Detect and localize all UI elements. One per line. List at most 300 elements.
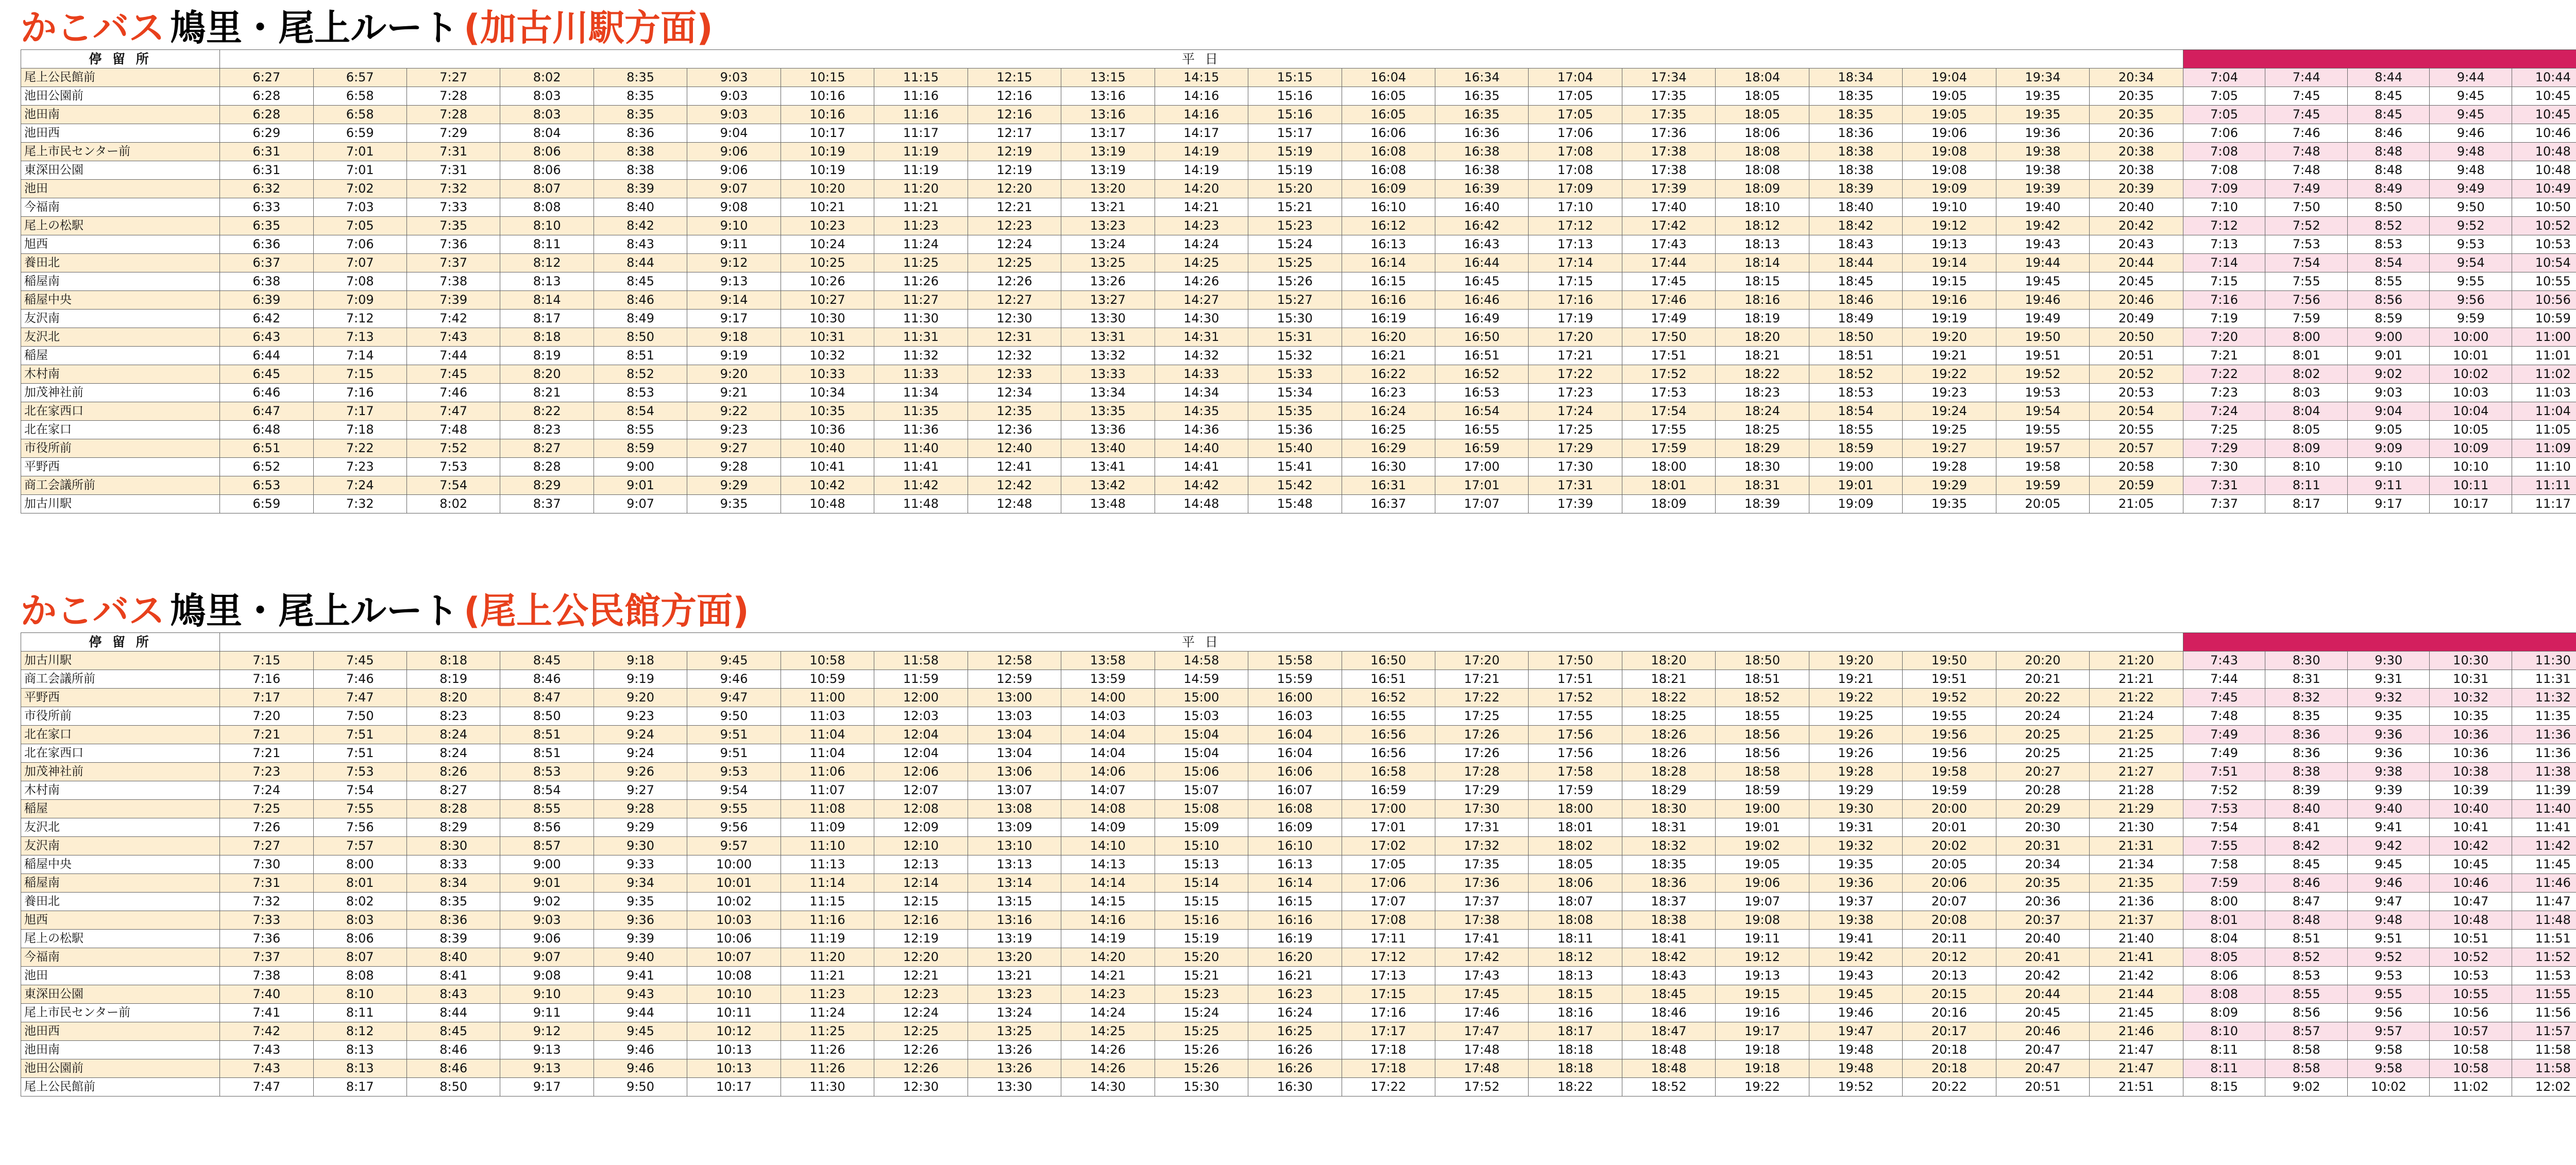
weekday-time-cell: 8:45 [594,272,687,291]
weekday-time-cell: 20:52 [2090,365,2183,384]
holiday-time-cell: 10:01 [2430,347,2512,365]
holiday-time-cell: 7:44 [2265,68,2348,87]
weekday-time-cell: 17:43 [1622,235,1715,254]
holiday-time-cell: 8:04 [2265,402,2348,421]
stop-name: 市役所前 [21,439,220,458]
weekday-time-cell: 17:52 [1622,365,1715,384]
weekday-time-cell: 7:31 [406,161,500,180]
weekday-time-cell: 17:31 [1529,476,1622,495]
weekday-time-cell: 16:10 [1248,837,1342,855]
weekday-time-cell: 19:17 [1716,1022,1809,1041]
holiday-time-cell: 9:41 [2347,818,2430,837]
weekday-time-cell: 18:09 [1716,180,1809,198]
holiday-time-cell: 8:09 [2183,1004,2265,1022]
holiday-time-cell: 11:35 [2512,707,2576,726]
weekday-time-cell: 19:28 [1903,458,1996,476]
weekday-time-cell: 6:28 [220,106,313,124]
weekday-time-cell: 19:01 [1716,818,1809,837]
weekday-time-cell: 19:56 [1903,726,1996,744]
weekday-time-cell: 15:24 [1155,1004,1248,1022]
weekday-time-cell: 20:35 [2090,87,2183,106]
weekday-time-cell: 14:59 [1155,670,1248,689]
holiday-time-cell: 8:39 [2265,781,2348,800]
weekday-time-cell: 9:40 [594,948,687,967]
weekday-time-cell: 20:15 [1903,985,1996,1004]
holiday-time-cell: 11:40 [2512,800,2576,818]
weekday-time-cell: 7:23 [220,763,313,781]
holiday-time-cell: 10:52 [2430,948,2512,967]
weekday-time-cell: 10:48 [781,495,874,513]
weekday-time-cell: 18:26 [1622,744,1715,763]
weekday-time-cell: 14:40 [1155,439,1248,458]
holiday-time-cell: 10:48 [2512,143,2576,161]
weekday-time-cell: 20:21 [1996,670,2089,689]
weekday-time-cell: 8:44 [594,254,687,272]
holiday-time-cell: 8:36 [2265,744,2348,763]
weekday-time-cell: 15:31 [1248,328,1342,347]
weekday-time-cell: 14:48 [1155,495,1248,513]
weekday-time-cell: 13:41 [1061,458,1155,476]
weekday-time-cell: 11:03 [781,707,874,726]
weekday-time-cell: 19:37 [1809,893,1902,911]
weekday-time-cell: 17:38 [1622,143,1715,161]
weekday-time-cell: 8:06 [313,930,406,948]
weekday-time-cell: 9:26 [594,763,687,781]
weekday-time-cell: 7:39 [406,291,500,310]
weekday-time-cell: 10:34 [781,384,874,402]
holiday-time-cell: 11:39 [2512,781,2576,800]
weekday-time-cell: 18:58 [1716,763,1809,781]
weekday-time-cell: 20:28 [1996,781,2089,800]
weekday-time-cell: 7:13 [313,328,406,347]
weekday-time-cell: 13:42 [1061,476,1155,495]
weekday-time-cell: 17:11 [1342,930,1435,948]
weekday-time-cell: 18:46 [1809,291,1902,310]
table-row [21,198,2576,217]
weekday-time-cell: 17:05 [1342,855,1435,874]
holiday-time-cell: 8:45 [2347,106,2430,124]
weekday-time-cell: 17:43 [1435,967,1528,985]
weekday-time-cell: 20:41 [1996,948,2089,967]
table-row [21,254,2576,272]
weekday-time-cell: 13:00 [968,689,1061,707]
stop-name: 友沢南 [21,310,220,328]
weekday-time-cell: 18:01 [1529,818,1622,837]
stop-name: 池田 [21,967,220,985]
weekday-time-cell: 19:45 [1809,985,1902,1004]
weekday-time-cell: 9:54 [687,781,781,800]
weekday-time-cell: 20:58 [2090,458,2183,476]
weekday-time-cell: 19:52 [1809,1078,1902,1097]
weekday-time-cell: 8:01 [313,874,406,893]
holiday-time-cell: 7:08 [2183,143,2265,161]
weekday-time-cell: 15:03 [1155,707,1248,726]
weekday-time-cell: 19:50 [1903,652,1996,670]
holiday-time-cell: 8:45 [2347,87,2430,106]
holiday-time-cell: 8:48 [2347,161,2430,180]
weekday-time-cell: 19:27 [1903,439,1996,458]
weekday-header: 平 日 [220,633,2183,652]
weekday-time-cell: 7:48 [406,421,500,439]
weekday-time-cell: 10:11 [687,1004,781,1022]
weekday-time-cell: 16:21 [1342,347,1435,365]
weekday-time-cell: 16:35 [1435,106,1528,124]
weekday-time-cell: 10:06 [687,930,781,948]
weekday-time-cell: 8:57 [500,837,594,855]
stop-name: 旭西 [21,911,220,930]
weekday-time-cell: 9:55 [687,800,781,818]
weekday-time-cell: 12:13 [874,855,968,874]
weekday-time-cell: 16:54 [1435,402,1528,421]
weekday-time-cell: 18:24 [1716,402,1809,421]
weekday-time-cell: 20:11 [1903,930,1996,948]
holiday-time-cell: 7:06 [2183,124,2265,143]
weekday-time-cell: 14:19 [1155,161,1248,180]
weekday-time-cell: 9:36 [594,911,687,930]
weekday-time-cell: 8:35 [594,87,687,106]
weekday-time-cell: 13:09 [968,818,1061,837]
holiday-time-cell: 7:21 [2183,347,2265,365]
weekday-time-cell: 14:20 [1061,948,1155,967]
stop-name: 稲屋南 [21,874,220,893]
holiday-time-cell: 10:40 [2430,800,2512,818]
weekday-time-cell: 11:14 [781,874,874,893]
weekday-time-cell: 15:30 [1155,1078,1248,1097]
weekday-time-cell: 20:59 [2090,476,2183,495]
weekday-time-cell: 9:17 [500,1078,594,1097]
weekday-time-cell: 7:36 [220,930,313,948]
weekday-time-cell: 9:08 [500,967,594,985]
weekday-time-cell: 7:31 [220,874,313,893]
weekday-time-cell: 8:40 [594,198,687,217]
weekday-time-cell: 14:41 [1155,458,1248,476]
weekday-time-cell: 14:19 [1155,143,1248,161]
holiday-time-cell: 11:01 [2512,347,2576,365]
stop-name: 池田公園前 [21,1059,220,1078]
weekday-time-cell: 19:13 [1903,235,1996,254]
weekday-time-cell: 9:46 [594,1041,687,1059]
holiday-time-cell: 7:48 [2265,161,2348,180]
holiday-time-cell: 11:55 [2512,985,2576,1004]
weekday-time-cell: 10:41 [781,458,874,476]
weekday-time-cell: 12:00 [874,689,968,707]
weekday-time-cell: 12:08 [874,800,968,818]
weekday-time-cell: 6:37 [220,254,313,272]
table-row [21,421,2576,439]
weekday-time-cell: 9:03 [687,68,781,87]
weekday-time-cell: 17:06 [1342,874,1435,893]
holiday-time-cell: 10:51 [2430,930,2512,948]
weekday-time-cell: 7:50 [313,707,406,726]
holiday-time-cell: 9:39 [2347,781,2430,800]
weekday-time-cell: 11:42 [874,476,968,495]
weekday-time-cell: 18:06 [1529,874,1622,893]
weekday-time-cell: 13:15 [1061,68,1155,87]
weekday-time-cell: 13:04 [968,744,1061,763]
weekday-time-cell: 18:34 [1809,68,1902,87]
holiday-time-cell: 9:48 [2347,911,2430,930]
weekday-time-cell: 11:59 [874,670,968,689]
weekday-time-cell: 18:32 [1622,837,1715,855]
weekday-time-cell: 19:49 [1996,310,2089,328]
weekday-time-cell: 18:19 [1716,310,1809,328]
weekday-time-cell: 19:46 [1996,291,2089,310]
weekday-time-cell: 18:25 [1622,707,1715,726]
weekday-time-cell: 15:23 [1248,217,1342,235]
table-row [21,800,2576,818]
weekday-time-cell: 17:48 [1435,1041,1528,1059]
weekday-time-cell: 17:06 [1529,124,1622,143]
weekday-time-cell: 21:25 [2090,726,2183,744]
weekday-time-cell: 7:30 [220,855,313,874]
table-row [21,874,2576,893]
weekday-time-cell: 11:21 [781,967,874,985]
weekday-time-cell: 18:56 [1716,726,1809,744]
weekday-time-cell: 9:30 [594,837,687,855]
weekday-time-cell: 16:34 [1435,68,1528,87]
weekday-time-cell: 6:57 [313,68,406,87]
weekday-time-cell: 18:23 [1716,384,1809,402]
weekday-time-cell: 18:41 [1622,930,1715,948]
stop-name: 北在家口 [21,726,220,744]
weekday-time-cell: 17:50 [1622,328,1715,347]
holiday-time-cell: 7:54 [2265,254,2348,272]
holiday-time-cell: 8:01 [2183,911,2265,930]
weekday-time-cell: 20:25 [1996,726,2089,744]
holiday-time-cell: 7:45 [2265,106,2348,124]
weekday-time-cell: 19:08 [1716,911,1809,930]
holiday-header [2183,50,2576,68]
weekday-time-cell: 9:27 [594,781,687,800]
table-row [21,652,2576,670]
weekday-time-cell: 17:26 [1435,726,1528,744]
holiday-time-cell: 10:54 [2512,254,2576,272]
weekday-time-cell: 9:07 [500,948,594,967]
stop-name: 養田北 [21,893,220,911]
weekday-time-cell: 18:30 [1622,800,1715,818]
weekday-time-cell: 7:46 [406,384,500,402]
weekday-time-cell: 18:09 [1622,495,1715,513]
holiday-time-cell: 11:05 [2512,421,2576,439]
weekday-time-cell: 8:50 [500,707,594,726]
weekday-time-cell: 7:53 [406,458,500,476]
weekday-time-cell: 7:14 [313,347,406,365]
holiday-time-cell: 9:59 [2430,310,2512,328]
weekday-time-cell: 7:09 [313,291,406,310]
weekday-time-cell: 11:30 [874,310,968,328]
weekday-time-cell: 17:22 [1342,1078,1435,1097]
weekday-time-cell: 16:58 [1342,763,1435,781]
weekday-time-cell: 8:14 [500,291,594,310]
weekday-time-cell: 13:20 [968,948,1061,967]
holiday-time-cell: 11:36 [2512,744,2576,763]
weekday-time-cell: 13:25 [1061,254,1155,272]
stop-name: 尾上市民センター前 [21,1004,220,1022]
weekday-time-cell: 20:08 [1903,911,1996,930]
weekday-time-cell: 17:17 [1342,1022,1435,1041]
weekday-time-cell: 16:26 [1248,1059,1342,1078]
stop-name: 尾上公民館前 [21,1078,220,1097]
weekday-time-cell: 16:08 [1342,143,1435,161]
holiday-time-cell: 10:59 [2512,310,2576,328]
direction-label: (加古川駅方面) [464,7,713,49]
weekday-time-cell: 17:39 [1529,495,1622,513]
weekday-time-cell: 13:16 [1061,106,1155,124]
weekday-time-cell: 19:04 [1903,68,1996,87]
holiday-time-cell: 7:53 [2265,235,2348,254]
stop-name: 商工会議所前 [21,476,220,495]
weekday-time-cell: 15:04 [1155,744,1248,763]
weekday-time-cell: 20:37 [1996,911,2089,930]
holiday-time-cell: 11:42 [2512,837,2576,855]
weekday-time-cell: 12:24 [968,235,1061,254]
weekday-time-cell: 17:07 [1342,893,1435,911]
weekday-time-cell: 19:52 [1996,365,2089,384]
weekday-time-cell: 11:15 [781,893,874,911]
holiday-time-cell: 7:05 [2183,87,2265,106]
holiday-time-cell: 7:30 [2183,458,2265,476]
weekday-time-cell: 16:12 [1342,217,1435,235]
weekday-time-cell: 7:24 [313,476,406,495]
weekday-time-cell: 12:09 [874,818,968,837]
weekday-time-cell: 17:45 [1622,272,1715,291]
weekday-time-cell: 14:58 [1155,652,1248,670]
weekday-time-cell: 12:04 [874,726,968,744]
weekday-time-cell: 17:29 [1435,781,1528,800]
holiday-time-cell: 7:23 [2183,384,2265,402]
weekday-time-cell: 10:23 [781,217,874,235]
weekday-time-cell: 17:16 [1529,291,1622,310]
weekday-time-cell: 16:29 [1342,439,1435,458]
weekday-time-cell: 16:55 [1342,707,1435,726]
weekday-time-cell: 15:15 [1248,68,1342,87]
holiday-time-cell: 10:31 [2430,670,2512,689]
weekday-time-cell: 21:05 [2090,495,2183,513]
weekday-time-cell: 7:57 [313,837,406,855]
weekday-time-cell: 8:35 [406,893,500,911]
table-row [21,458,2576,476]
weekday-time-cell: 17:15 [1529,272,1622,291]
holiday-time-cell: 8:05 [2183,948,2265,967]
weekday-time-cell: 20:43 [2090,235,2183,254]
weekday-time-cell: 8:54 [594,402,687,421]
weekday-time-cell: 12:16 [874,911,968,930]
weekday-time-cell: 7:29 [406,124,500,143]
weekday-time-cell: 9:39 [594,930,687,948]
weekday-time-cell: 9:06 [500,930,594,948]
weekday-time-cell: 16:23 [1342,384,1435,402]
weekday-time-cell: 21:51 [2090,1078,2183,1097]
weekday-time-cell: 19:22 [1903,365,1996,384]
weekday-time-cell: 21:25 [2090,744,2183,763]
weekday-time-cell: 18:00 [1622,458,1715,476]
weekday-time-cell: 18:29 [1622,781,1715,800]
weekday-time-cell: 17:08 [1529,161,1622,180]
weekday-time-cell: 16:52 [1435,365,1528,384]
weekday-time-cell: 18:35 [1809,106,1902,124]
weekday-time-cell: 12:20 [968,180,1061,198]
weekday-time-cell: 9:20 [594,689,687,707]
weekday-time-cell: 7:54 [406,476,500,495]
weekday-time-cell: 13:30 [968,1078,1061,1097]
weekday-time-cell: 8:03 [500,87,594,106]
weekday-time-cell: 7:45 [313,652,406,670]
weekday-time-cell: 14:25 [1061,1022,1155,1041]
weekday-time-cell: 19:39 [1996,180,2089,198]
weekday-time-cell: 9:50 [594,1078,687,1097]
holiday-time-cell: 8:52 [2265,948,2348,967]
holiday-time-cell: 9:51 [2347,930,2430,948]
weekday-time-cell: 21:31 [2090,837,2183,855]
weekday-time-cell: 18:02 [1529,837,1622,855]
weekday-time-cell: 7:33 [220,911,313,930]
weekday-time-cell: 20:36 [2090,124,2183,143]
holiday-time-cell: 7:45 [2265,87,2348,106]
weekday-time-cell: 7:42 [406,310,500,328]
table-row [21,476,2576,495]
weekday-time-cell: 6:39 [220,291,313,310]
brand-name: かこバス [21,590,165,632]
table-row [21,161,2576,180]
weekday-time-cell: 9:34 [594,874,687,893]
weekday-time-cell: 11:34 [874,384,968,402]
weekday-time-cell: 14:30 [1061,1078,1155,1097]
holiday-time-cell: 8:56 [2265,1004,2348,1022]
holiday-time-cell: 7:20 [2183,328,2265,347]
weekday-time-cell: 16:50 [1435,328,1528,347]
weekday-time-cell: 18:49 [1809,310,1902,328]
weekday-time-cell: 17:58 [1529,763,1622,781]
weekday-time-cell: 10:10 [687,985,781,1004]
holiday-time-cell: 7:22 [2183,365,2265,384]
holiday-time-cell: 10:58 [2430,1059,2512,1078]
weekday-time-cell: 8:51 [500,726,594,744]
weekday-time-cell: 9:08 [687,198,781,217]
weekday-time-cell: 14:42 [1155,476,1248,495]
weekday-time-cell: 13:36 [1061,421,1155,439]
weekday-time-cell: 9:29 [687,476,781,495]
weekday-time-cell: 8:03 [500,106,594,124]
holiday-time-cell: 11:47 [2512,893,2576,911]
table-row [21,707,2576,726]
weekday-time-cell: 16:24 [1248,1004,1342,1022]
weekday-time-cell: 18:20 [1716,328,1809,347]
holiday-time-cell: 8:55 [2347,272,2430,291]
holiday-time-cell: 7:56 [2265,291,2348,310]
stop-column-header: 停 留 所 [21,633,220,652]
weekday-time-cell: 11:17 [874,124,968,143]
weekday-time-cell: 10:24 [781,235,874,254]
weekday-time-cell: 19:29 [1903,476,1996,495]
table-row [21,143,2576,161]
weekday-time-cell: 17:52 [1435,1078,1528,1097]
weekday-time-cell: 7:37 [220,948,313,967]
weekday-time-cell: 19:05 [1903,87,1996,106]
weekday-time-cell: 9:21 [687,384,781,402]
weekday-time-cell: 13:34 [1061,384,1155,402]
holiday-time-cell: 9:55 [2430,272,2512,291]
weekday-time-cell: 19:06 [1716,874,1809,893]
weekday-time-cell: 20:42 [2090,217,2183,235]
weekday-time-cell: 17:41 [1435,930,1528,948]
weekday-time-cell: 9:00 [500,855,594,874]
weekday-time-cell: 19:51 [1903,670,1996,689]
weekday-time-cell: 14:16 [1061,911,1155,930]
weekday-time-cell: 10:19 [781,143,874,161]
stop-name: 平野西 [21,458,220,476]
weekday-time-cell: 14:04 [1061,726,1155,744]
table-row [21,217,2576,235]
